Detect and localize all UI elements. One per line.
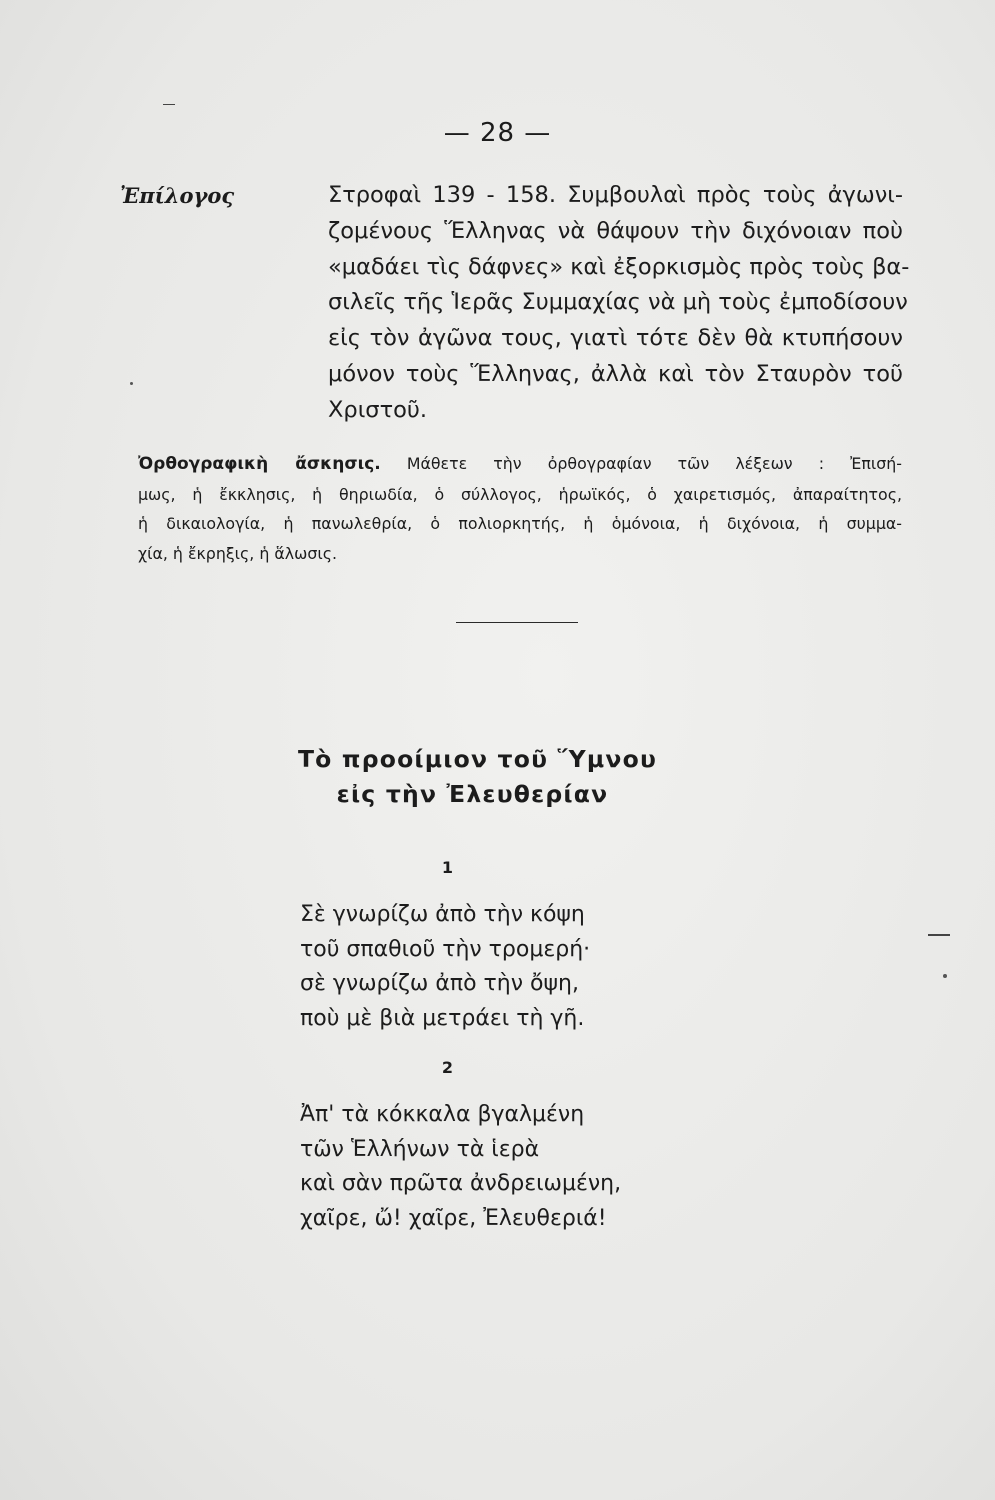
paragraph-line: «μαδάει τὶς δάφνες» καὶ ἐξορκισμὸς πρὸς τοὺς βα- <box>328 253 910 280</box>
stanza-number: 2 <box>441 1058 454 1077</box>
scan-mark <box>163 104 175 105</box>
scan-speck <box>943 974 947 978</box>
epilogue-paragraph <box>328 178 910 429</box>
poem-title-line-1: Τὸ προοίμιον τοῦ Ὕμνου <box>297 745 658 773</box>
poem-title-line-2: εἰς τὴν Ἐλευθερίαν <box>336 780 609 808</box>
margin-label: Ἐπίλογος <box>120 183 235 208</box>
paragraph-line: Χριστοῦ. <box>328 396 428 423</box>
paragraph-line: μόνον τοὺς Ἕλληνας, ἀλλὰ καὶ τὸν Σταυρὸν τοῦ <box>328 360 903 387</box>
stanza <box>300 898 590 1036</box>
paragraph-line: Στροφαὶ 139 - 158. Συμβουλαὶ πρὸς τοὺς ἀγωνι- <box>328 182 903 208</box>
verse-line: καὶ σὰν πρῶτα ἀνδρειωμένη, <box>300 1171 622 1196</box>
page-number: — 28 — <box>443 118 552 148</box>
scan-mark <box>928 934 950 936</box>
exercise-first-line <box>138 449 902 480</box>
stanza <box>300 1098 621 1236</box>
exercise-heading: Ὀρθογραφικὴ ἄσκησις. <box>138 454 381 474</box>
verse-line: τῶν Ἑλλήνων τὰ ἱερὰ <box>300 1136 540 1162</box>
verse-line: τοῦ σπαθιοῦ τὴν τρομερή· <box>300 936 591 962</box>
stanza-number: 1 <box>441 858 454 877</box>
paragraph-line: ζομένους Ἕλληνας νὰ θάψουν τὴν διχόνοιαν ποὺ <box>328 217 903 244</box>
paragraph-line: σιλεῖς τῆς Ἱερᾶς Συμμαχίας νὰ μὴ τοὺς ἐμποδίσουν <box>328 289 908 316</box>
verse-line: σὲ γνωρίζω ἀπὸ τὴν ὄψη, <box>300 971 579 996</box>
verse-line: Ἀπ' τὰ κόκκαλα βγαλμένη <box>300 1102 585 1127</box>
verse-line: χαῖρε, ὤ! χαῖρε, Ἐλευθεριά! <box>300 1205 607 1231</box>
spelling-exercise <box>138 449 902 568</box>
verse-line: Σὲ γνωρίζω ἀπὸ τὴν κόψη <box>300 902 585 927</box>
paragraph-line: εἰς τὸν ἀγῶνα τους, γιατὶ τότε δὲν θὰ κτυπήσουν <box>328 325 903 352</box>
exercise-line: μως, ἡ ἔκκλησις, ἡ θηριωδία, ὁ σύλλογος, ἡρωϊκός, ὁ χαιρετισμός, ἀπαραίτητος, <box>138 484 902 504</box>
scan-speck <box>130 382 133 385</box>
exercise-text: Μάθετε τὴν ὀρθογραφίαν τῶν λέξεων : Ἐπισή- <box>380 454 902 473</box>
section-divider <box>456 622 578 623</box>
exercise-line: χία, ἡ ἔκρηξις, ἡ ἅλωσις. <box>138 543 337 563</box>
exercise-line: ἡ δικαιολογία, ἡ πανωλεθρία, ὁ πολιορκητής, ἡ ὁμόνοια, ἡ διχόνοια, ἡ συμμα- <box>138 514 902 533</box>
verse-line: ποὺ μὲ βιὰ μετράει τὴ γῆ. <box>300 1005 585 1031</box>
